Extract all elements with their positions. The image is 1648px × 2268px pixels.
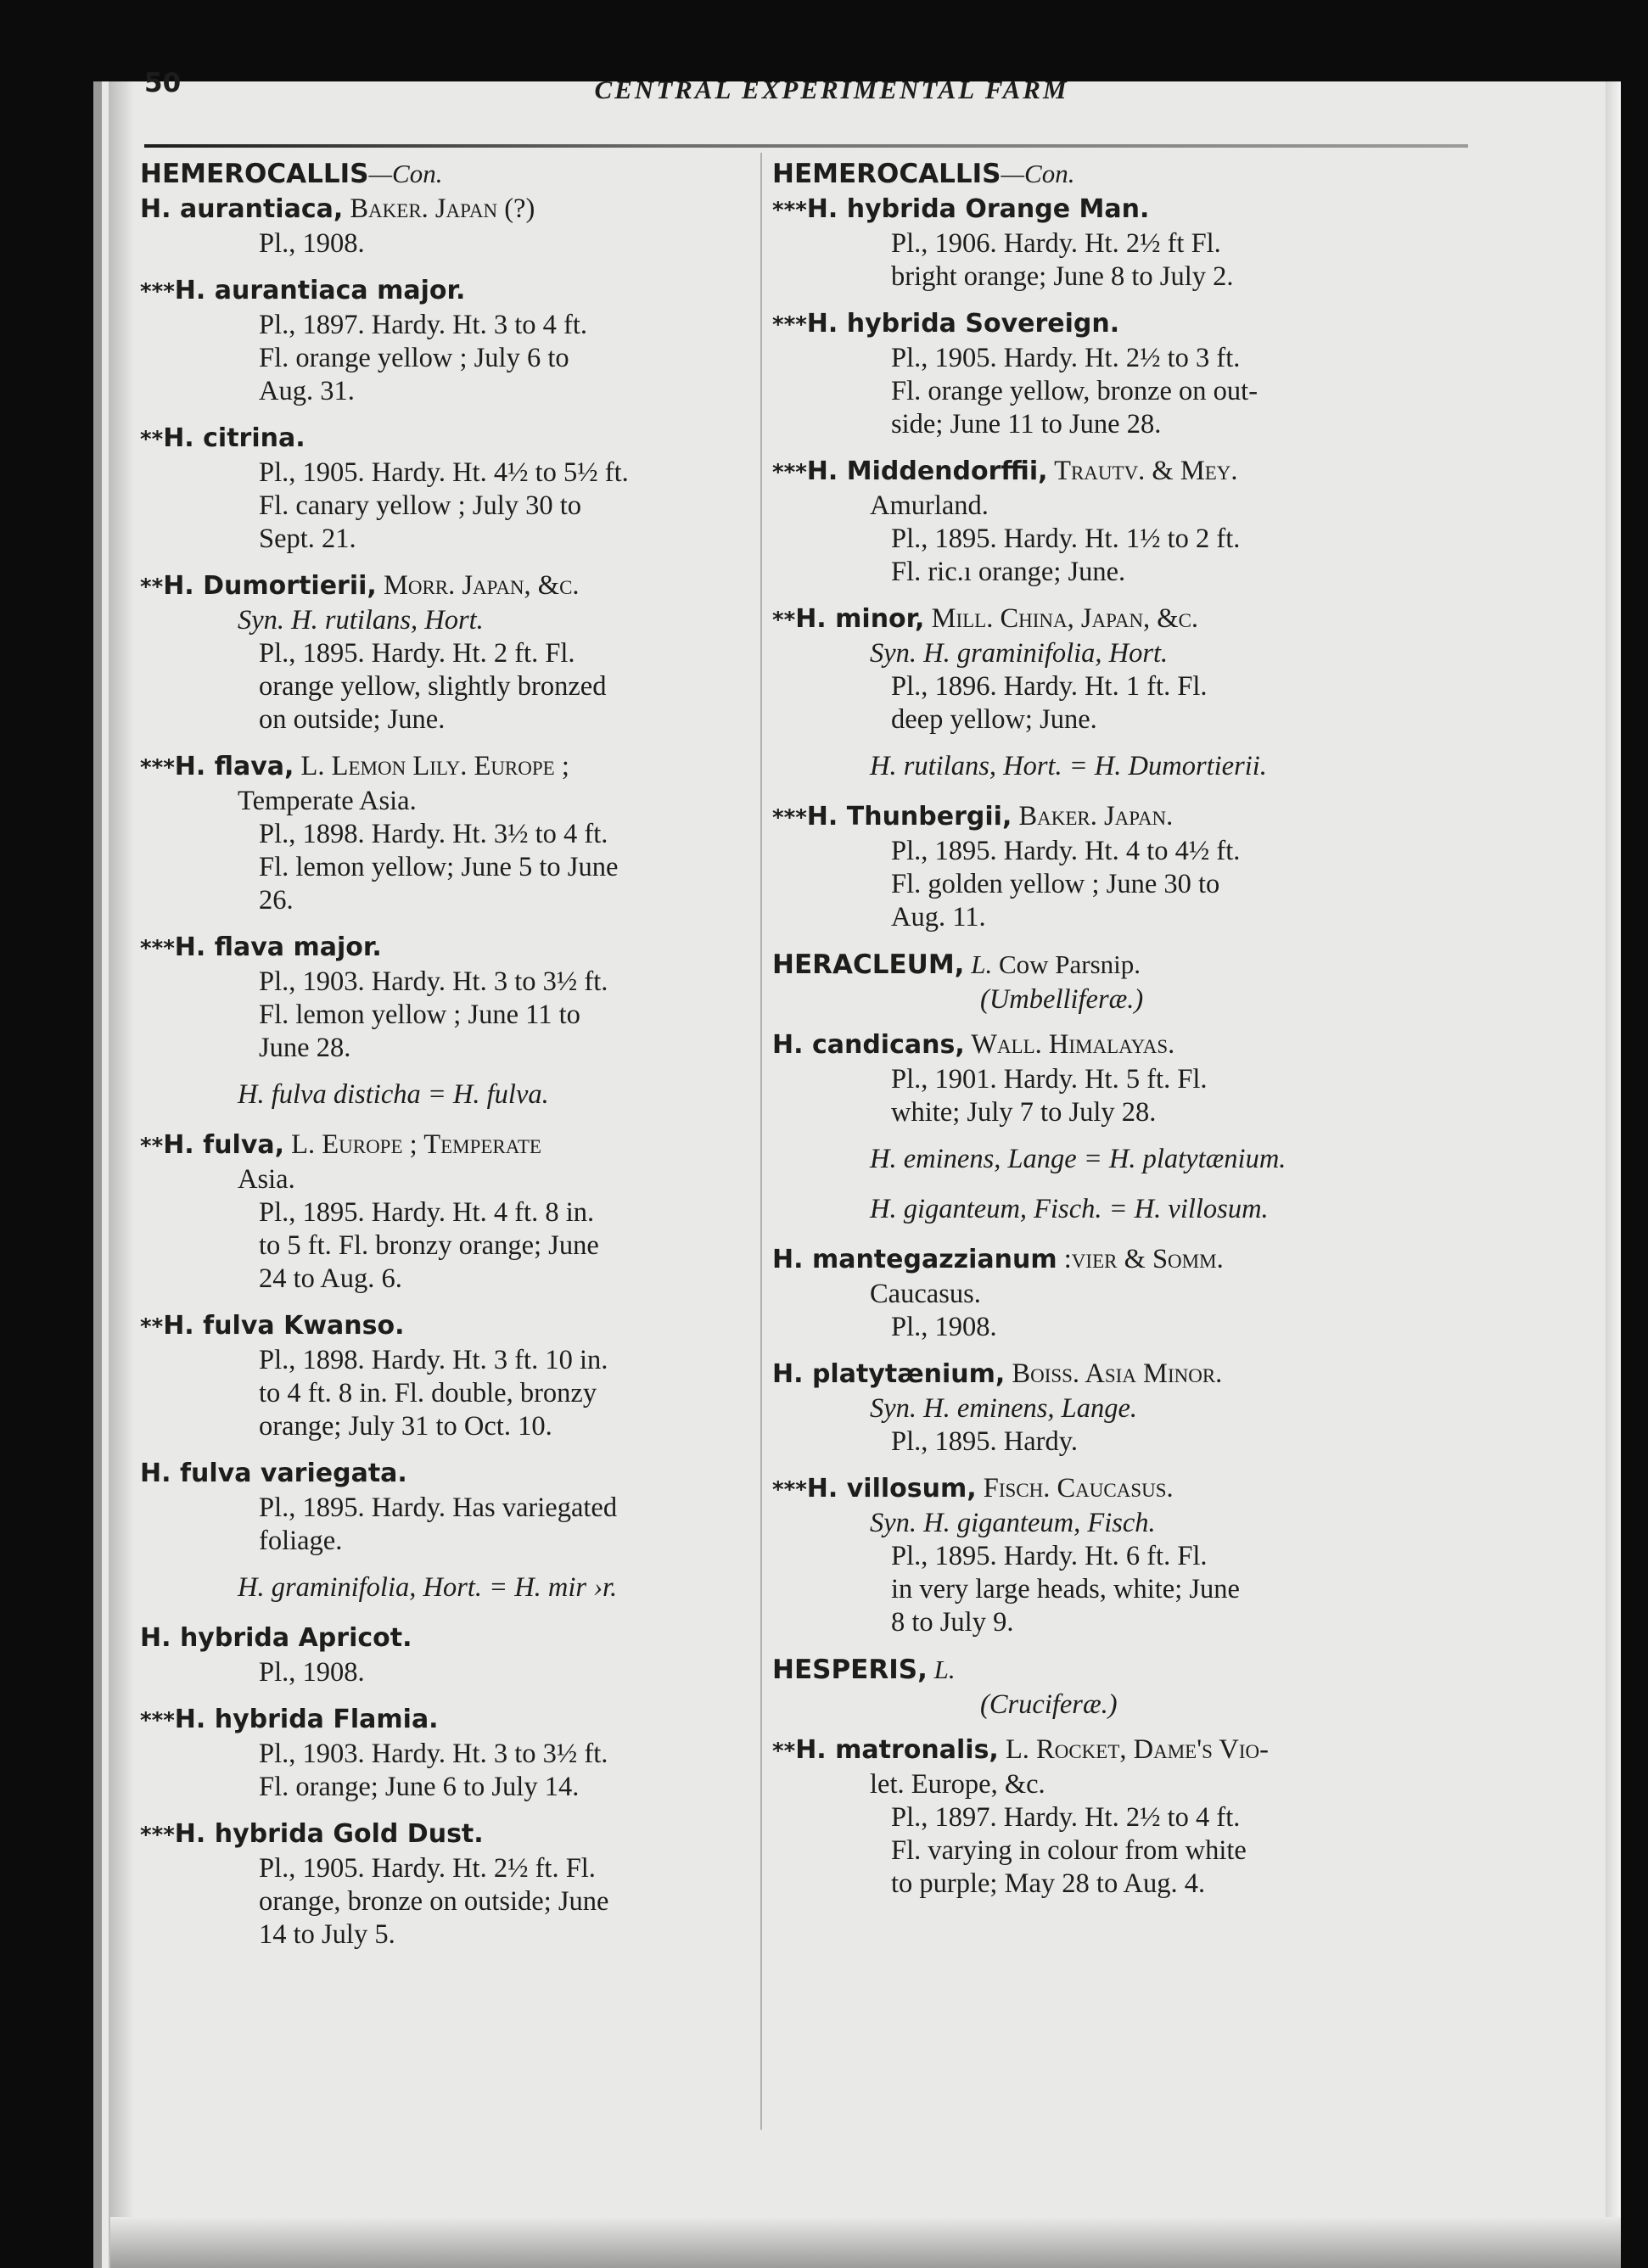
detail-line: Fl. orange yellow, bronze on out- [891,376,1258,406]
entry-details [772,523,1477,589]
entry-details [140,1196,751,1296]
species-entry [772,1243,1477,1344]
entry-continuation: let. Europe, &c. [870,1769,1045,1800]
detail-line: Pl., 1897. Hardy. Ht. 3 to 4 ft. [259,310,587,340]
detail-line: Pl., 1908. [259,1657,365,1688]
entry-title [140,1309,751,1344]
species-entry [140,1457,751,1558]
synonym-line: Syn. H. giganteum, Fisch. [870,1508,1156,1538]
genus-authority: —Con. [1001,159,1075,188]
synonym-line: Syn. H. graminifolia, Hort. [870,638,1169,669]
detail-line: Pl., 1908. [259,228,365,259]
species-name: H. hybrida Flamia. [174,1705,439,1734]
species-entry [772,1028,1477,1129]
entry-authority-origin: Baker. Japan (?) [343,193,535,224]
detail-line: Pl., 1905. Hardy. Ht. 4½ to 5½ ft. [259,457,629,488]
detail-line: Pl., 1897. Hardy. Ht. 2½ to 4 ft. [891,1802,1241,1833]
detail-line: Pl., 1896. Hardy. Ht. 1 ft. Fl. [891,671,1208,702]
synonym-cross-reference: H. giganteum, Fisch. = H. villosum. [870,1194,1269,1224]
entry-details [772,835,1477,934]
genus-heading [772,948,1477,982]
entry-continuation: Temperate Asia. [238,786,417,816]
detail-line: 26. [259,885,294,916]
species-entry [772,602,1477,736]
species-name: H. platytænium, [772,1359,1006,1389]
hardiness-stars: *** [140,936,175,961]
entry-title [140,569,751,604]
hardiness-stars: ** [140,574,164,600]
detail-line: Pl., 1906. Hardy. Ht. 2½ ft Fl. [891,228,1221,259]
entry-details [140,1656,751,1689]
species-name: H. aurantiaca major. [174,276,466,305]
species-name: H. candicans, [772,1030,965,1060]
entry-details [140,456,751,556]
detail-line: foliage. [259,1526,343,1556]
species-name: H. mantegazzianum [772,1245,1057,1274]
species-name: H. hybrida Sovereign. [806,309,1120,339]
entry-title [772,193,1477,227]
detail-line: white; July 7 to July 28. [891,1097,1157,1128]
detail-line: Fl. orange; June 6 to July 14. [259,1772,580,1802]
genus-authority: —Con. [368,159,443,188]
species-entry [140,1817,751,1952]
entry-authority-origin: Trautv. & Mey. [1047,456,1238,486]
detail-line: 24 to Aug. 6. [259,1263,402,1294]
column-divider [760,153,762,2130]
hardiness-stars: ** [140,1134,164,1159]
entry-title [772,1358,1477,1392]
entry-title [140,1621,751,1656]
species-name: H. hybrida Gold Dust. [174,1819,484,1849]
detail-line: Pl., 1898. Hardy. Ht. 3½ to 4 ft. [259,819,608,849]
species-entry [772,1472,1477,1639]
species-entry [140,274,751,408]
hardiness-stars: ** [772,1739,796,1764]
entry-title [140,1128,751,1163]
entry-details [140,966,751,1065]
species-entry [140,1703,751,1804]
entry-details [140,1738,751,1804]
entry-title [140,193,751,227]
detail-line: Fl. canary yellow ; July 30 to [259,490,582,521]
detail-line: to 4 ft. 8 in. Fl. double, bronzy [259,1378,597,1408]
genus-name: HEMEROCALLIS [772,159,1001,189]
right-column [772,157,1477,1914]
species-entry [772,1733,1477,1901]
species-entry [140,569,751,736]
species-name: H. Middendorffii, [806,456,1048,486]
entry-authority-origin: L. Rocket, Dame's Vio- [998,1734,1269,1765]
synonym-cross-reference: H. graminifolia, Hort. = H. mir ›r. [238,1572,618,1603]
detail-line: 8 to July 9. [891,1607,1014,1638]
species-entry [140,750,751,917]
detail-line: bright orange; June 8 to July 2. [891,261,1234,292]
entry-title [140,274,751,309]
hardiness-stars: *** [772,805,807,831]
detail-line: Fl. lemon yellow; June 5 to June [259,852,619,882]
entry-title [772,455,1477,490]
hardiness-stars: *** [140,755,175,781]
species-entry [772,800,1477,934]
entry-details [772,342,1477,441]
detail-line: in very large heads, white; June [891,1574,1240,1604]
entry-title [772,602,1477,637]
detail-line: Pl., 1895. Hardy. Ht. 2 ft. Fl. [259,638,575,669]
page-edge-shadow [1606,81,1621,2268]
entry-details [140,818,751,917]
detail-line: Fl. varying in colour from white [891,1835,1247,1866]
detail-line: on outside; June. [259,704,446,735]
entry-details [772,1540,1477,1639]
entry-continuation: Asia. [238,1164,295,1195]
species-name: H. matronalis, [795,1735,999,1765]
page-number: 50 [144,68,182,98]
species-name: H. citrina. [163,423,305,453]
detail-line: to purple; May 28 to Aug. 4. [891,1868,1206,1899]
detail-line: June 28. [259,1033,351,1063]
species-name: H. Thunbergii, [806,802,1012,832]
detail-line: Pl., 1905. Hardy. Ht. 2½ to 3 ft. [891,343,1241,373]
detail-line: orange, bronze on outside; June [259,1886,609,1917]
detail-line: Pl., 1895. Hardy. Ht. 4 ft. 8 in. [259,1197,595,1228]
synonym-cross-reference: H. eminens, Lange = H. platytænium. [870,1144,1286,1174]
species-name: H. hybrida Apricot. [140,1623,412,1653]
running-head: CENTRAL EXPERIMENTAL FARM [594,75,1069,104]
entry-details [140,227,751,260]
entry-details [772,1063,1477,1129]
hardiness-stars: *** [140,1708,175,1733]
hardiness-stars: *** [772,460,807,485]
species-entry [772,193,1477,294]
entry-details [140,1344,751,1443]
common-name: Cow Parsnip. [992,949,1141,979]
detail-line: Pl., 1903. Hardy. Ht. 3 to 3½ ft. [259,966,608,997]
species-entry [772,1358,1477,1459]
synonym-cross-reference: H. rutilans, Hort. = H. Dumortierii. [870,751,1267,781]
hardiness-stars: ** [772,608,796,633]
entry-authority-origin: Fisch. Caucasus. [976,1473,1174,1504]
species-name: H. fulva Kwanso. [163,1311,405,1341]
entry-title [140,1703,751,1738]
family-name: (Cruciferæ.) [980,1689,1118,1720]
hardiness-stars: *** [772,1477,807,1503]
species-entry [140,931,751,1065]
species-entry [140,1128,751,1296]
hardiness-stars: *** [140,279,175,305]
species-entry [140,193,751,260]
left-column [140,157,751,1965]
entry-authority-origin: :vier & Somm. [1057,1244,1224,1274]
detail-line: Fl. golden yellow ; June 30 to [891,869,1220,899]
species-name: H. flava major. [174,932,382,962]
genus-heading [772,157,1477,191]
entry-details [772,1801,1477,1901]
entry-title [140,931,751,966]
genus-heading [772,1653,1477,1687]
species-entry [772,455,1477,589]
detail-line: Sept. 21. [259,524,356,554]
detail-line: Pl., 1908. [891,1312,997,1342]
header-rule [144,144,1468,148]
entry-authority-origin: L. Europe ; Temperate [284,1129,541,1160]
detail-line: Fl. ric.ı orange; June. [891,557,1126,587]
entry-details [140,309,751,408]
hardiness-stars: *** [772,312,807,338]
entry-authority-origin: Morr. Japan, &c. [376,570,580,601]
species-name: H. fulva, [163,1130,285,1160]
entry-authority-origin: Boiss. Asia Minor. [1005,1358,1223,1389]
entry-details [140,637,751,736]
detail-line: Pl., 1895. Hardy. Ht. 1½ to 2 ft. [891,524,1241,554]
synonym-cross-reference: H. fulva disticha = H. fulva. [238,1079,549,1110]
entry-details [772,670,1477,736]
detail-line: Fl. lemon yellow ; June 11 to [259,1000,580,1030]
hardiness-stars: ** [140,427,164,452]
detail-line: Pl., 1903. Hardy. Ht. 3 to 3½ ft. [259,1739,608,1769]
detail-line: Pl., 1895. Hardy. Ht. 6 ft. Fl. [891,1541,1208,1571]
genus-heading [140,157,751,191]
genus-name: HESPERIS, [772,1655,928,1685]
entry-continuation: Amurland. [870,490,989,521]
detail-line: Pl., 1895. Hardy. [891,1426,1078,1457]
detail-line: Pl., 1895. Hardy. Ht. 4 to 4½ ft. [891,836,1241,866]
species-name: H. minor, [795,604,925,634]
entry-title [772,1028,1477,1063]
entry-authority-origin: Mill. China, Japan, &c. [924,603,1199,634]
species-entry [140,1621,751,1689]
synonym-line: Syn. H. eminens, Lange. [870,1393,1138,1424]
entry-authority-origin: Wall. Himalayas. [964,1029,1175,1060]
species-entry [140,1309,751,1443]
entry-title [140,1457,751,1492]
hardiness-stars: *** [772,198,807,223]
entry-details [140,1492,751,1558]
species-entry [772,307,1477,441]
detail-line: to 5 ft. Fl. bronzy orange; June [259,1230,599,1261]
entry-authority-origin: Baker. Japan. [1012,801,1174,832]
entry-details [772,1425,1477,1459]
detail-line: Aug. 11. [891,902,986,932]
species-name: H. fulva variegata. [140,1459,407,1488]
hardiness-stars: ** [140,1314,164,1340]
entry-title [772,1243,1477,1278]
genus-name: HERACLEUM, [772,949,965,980]
entry-details [772,1311,1477,1344]
entry-title [772,1472,1477,1507]
detail-line: Pl., 1898. Hardy. Ht. 3 ft. 10 in. [259,1345,608,1375]
species-entry [140,422,751,556]
genus-authority: L. [927,1655,956,1684]
family-name: (Umbelliferæ.) [980,984,1144,1015]
entry-details [140,1852,751,1952]
species-name: H. villosum, [806,1474,977,1504]
entry-title [140,422,751,456]
genus-authority: L. [964,949,993,979]
detail-line: side; June 11 to June 28. [891,409,1162,440]
entry-title [772,307,1477,342]
species-name: H. aurantiaca, [140,194,344,224]
entry-details [772,227,1477,294]
species-name: H. flava, [174,752,294,781]
detail-line: 14 to July 5. [259,1919,395,1950]
detail-line: Pl., 1901. Hardy. Ht. 5 ft. Fl. [891,1064,1208,1095]
detail-line: Pl., 1905. Hardy. Ht. 2½ ft. Fl. [259,1853,596,1884]
entry-title [140,750,751,785]
hardiness-stars: *** [140,1823,175,1848]
species-name: H. hybrida Orange Man. [806,194,1150,224]
detail-line: orange yellow, slightly bronzed [259,671,607,702]
detail-line: Fl. orange yellow ; July 6 to [259,343,569,373]
synonym-line: Syn. H. rutilans, Hort. [238,605,484,636]
detail-line: Aug. 31. [259,376,355,406]
entry-authority-origin: L. Lemon Lily. Europe ; [294,751,569,781]
detail-line: orange; July 31 to Oct. 10. [259,1411,552,1442]
genus-name: HEMEROCALLIS [140,159,369,189]
entry-title [772,800,1477,835]
entry-continuation: Caucasus. [870,1279,981,1309]
entry-title [772,1733,1477,1768]
entry-title [140,1817,751,1852]
detail-line: Pl., 1895. Hardy. Has variegated [259,1492,618,1523]
species-name: H. Dumortierii, [163,571,377,601]
detail-line: deep yellow; June. [891,704,1097,735]
page-bottom-shadow [110,2217,1621,2268]
